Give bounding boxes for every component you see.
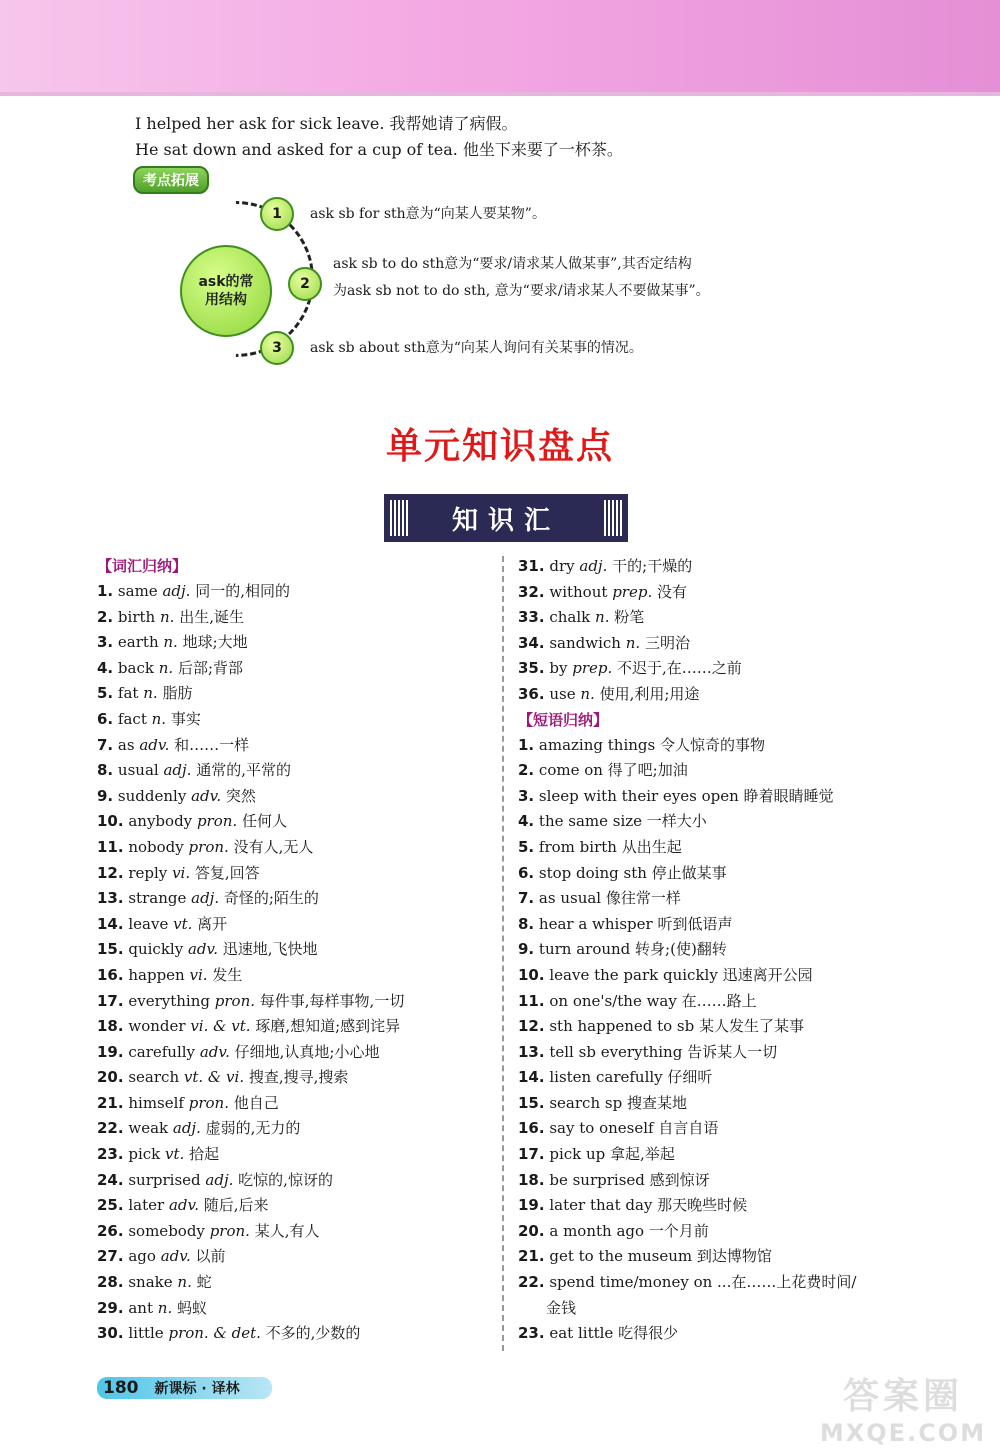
point-text: ask sb to do sth意为“要求/请求某人做某事”,其否定结构 bbox=[333, 256, 692, 272]
phrase-item bbox=[518, 1168, 898, 1194]
vocab-number: 4. bbox=[97, 658, 114, 677]
phrase-text: say to oneself 自言自语 bbox=[549, 1119, 719, 1138]
phrase-text: spend time/money on ...在……上花费时间/ bbox=[549, 1273, 857, 1292]
vocab-pos: n. bbox=[143, 684, 158, 703]
vocab-item bbox=[97, 733, 492, 759]
vocab-word: back bbox=[117, 658, 154, 677]
phrase-text: the same size 一样大小 bbox=[538, 812, 707, 831]
phrase-number: 22. bbox=[518, 1273, 545, 1292]
phrase-text: sleep with their eyes open 睁着眼睛睡觉 bbox=[538, 786, 834, 805]
vocab-pos: n. bbox=[177, 1273, 192, 1292]
vocab-item bbox=[97, 1116, 492, 1142]
vocab-item bbox=[97, 861, 492, 887]
vocab-meaning: 脂肪 bbox=[162, 684, 193, 703]
vocab-number: 17. bbox=[97, 991, 124, 1010]
vocab-meaning: 通常的,平常的 bbox=[196, 761, 291, 780]
vocab-number: 10. bbox=[97, 812, 124, 831]
vocab-pos: n. bbox=[163, 633, 178, 652]
vocab-item bbox=[97, 809, 492, 835]
vocab-number: 28. bbox=[97, 1273, 124, 1292]
vocab-word: later bbox=[128, 1196, 165, 1215]
vocab-item bbox=[97, 1321, 492, 1347]
vocab-word: sandwich bbox=[549, 633, 621, 652]
vocab-meaning: 奇怪的;陌生的 bbox=[223, 889, 319, 908]
phrase-number: 21. bbox=[518, 1247, 545, 1266]
phrase-item bbox=[518, 912, 898, 938]
vocab-pos: vi. bbox=[189, 965, 208, 984]
vocab-meaning: 以前 bbox=[195, 1247, 226, 1266]
vocab-number: 29. bbox=[97, 1298, 124, 1317]
vocab-meaning: 事实 bbox=[170, 709, 201, 728]
vocab-pos: adj. bbox=[579, 557, 608, 575]
vocab-word: reply bbox=[128, 863, 168, 882]
vocab-word: little bbox=[128, 1324, 164, 1343]
vocab-item bbox=[97, 1244, 492, 1270]
vocab-pos: n. bbox=[595, 608, 610, 627]
vocab-pos: vi. & vt. bbox=[190, 1017, 251, 1036]
vocab-item bbox=[97, 1168, 492, 1194]
vocab-number: 19. bbox=[97, 1042, 124, 1061]
unit-title: 单元知识盘点 bbox=[385, 426, 614, 467]
phrase-item bbox=[518, 1270, 898, 1296]
vocab-meaning: 拾起 bbox=[189, 1145, 220, 1164]
vocab-pos: n. bbox=[157, 1298, 173, 1317]
top-decor-band bbox=[0, 0, 1000, 96]
phrase-number: 8. bbox=[518, 914, 535, 933]
vocab-meaning: 离开 bbox=[197, 914, 228, 933]
phrase-text: amazing things 令人惊奇的事物 bbox=[538, 735, 765, 754]
vocab-word: strange bbox=[128, 889, 187, 908]
vocab-pos: adv. bbox=[168, 1196, 199, 1215]
vocab-item bbox=[97, 1040, 492, 1066]
example-sentence: He sat down and asked for a cup of tea. 他坐下来要了一杯茶。 bbox=[135, 140, 623, 159]
vocab-item bbox=[97, 1193, 492, 1219]
phrase-text: tell sb everything 告诉某人一切 bbox=[549, 1042, 778, 1061]
phrase-item bbox=[518, 1040, 898, 1066]
phrase-number: 20. bbox=[518, 1221, 545, 1240]
vocab-column-right bbox=[518, 554, 898, 1347]
vocab-number: 12. bbox=[97, 863, 124, 882]
phrase-number: 14. bbox=[518, 1068, 545, 1087]
vocab-heading: 【词汇归纳】 bbox=[97, 557, 188, 575]
vocab-number: 20. bbox=[97, 1068, 124, 1087]
vocab-item bbox=[97, 886, 492, 912]
phrase-item bbox=[518, 733, 898, 759]
vocab-word: carefully bbox=[128, 1042, 196, 1061]
phrase-text: turn around 转身;(使)翻转 bbox=[538, 940, 727, 959]
point-text: 为ask sb not to do sth, 意为“要求/请求某人不要做某事”。 bbox=[333, 283, 710, 299]
vocab-meaning: 出生,诞生 bbox=[179, 607, 244, 626]
phrase-text: on one's/the way 在……路上 bbox=[549, 991, 757, 1010]
phrase-number: 9. bbox=[518, 940, 535, 959]
vocab-item bbox=[97, 1270, 492, 1296]
vocab-number: 2. bbox=[97, 607, 114, 626]
vocab-word: nobody bbox=[128, 837, 184, 856]
vocab-item bbox=[97, 656, 492, 682]
vocab-meaning: 三明治 bbox=[644, 633, 690, 652]
vocab-number: 7. bbox=[97, 735, 114, 754]
phrase-number: 16. bbox=[518, 1119, 545, 1138]
point-text: ask sb for sth意为“向某人要某物”。 bbox=[310, 206, 546, 222]
phrase-item bbox=[518, 1193, 898, 1219]
point-number-badge: 3 bbox=[260, 331, 294, 365]
phrase-item bbox=[518, 1065, 898, 1091]
phrase-number: 13. bbox=[518, 1042, 545, 1061]
vocab-pos: n. bbox=[151, 709, 167, 728]
vocab-word: search bbox=[128, 1068, 180, 1087]
vocab-number: 25. bbox=[97, 1196, 124, 1215]
phrase-item bbox=[518, 1321, 898, 1347]
vocab-item bbox=[97, 784, 492, 810]
phrase-text: later that day 那天晚些时候 bbox=[549, 1196, 748, 1215]
vocab-pos: adv. bbox=[191, 786, 222, 805]
phrase-number: 2. bbox=[518, 761, 535, 780]
phrase-text: pick up 拿起,举起 bbox=[549, 1145, 675, 1164]
vocab-meaning: 干的;干燥的 bbox=[612, 557, 693, 575]
extension-tag: 考点拓展 bbox=[133, 166, 209, 194]
vocab-item bbox=[97, 835, 492, 861]
vocab-meaning: 不多的,少数的 bbox=[265, 1324, 361, 1343]
phrase-number: 17. bbox=[518, 1145, 545, 1164]
vocab-meaning: 吃惊的,惊讶的 bbox=[238, 1170, 333, 1189]
vocab-number: 31. bbox=[518, 557, 545, 575]
vocab-item bbox=[97, 605, 492, 631]
vocab-item bbox=[518, 631, 898, 657]
vocab-number: 36. bbox=[518, 684, 545, 703]
vocab-number: 6. bbox=[97, 709, 114, 728]
vocab-word: anybody bbox=[128, 812, 193, 831]
phrase-text: listen carefully 仔细听 bbox=[549, 1068, 713, 1087]
vocab-item bbox=[97, 989, 492, 1015]
vocab-number: 33. bbox=[518, 608, 545, 627]
phrase-item bbox=[518, 1116, 898, 1142]
column-divider bbox=[502, 556, 504, 1351]
phrase-text: search sp 搜查某地 bbox=[549, 1093, 687, 1112]
vocab-meaning: 仔细地,认真地;小心地 bbox=[234, 1042, 380, 1061]
phrase-number: 23. bbox=[518, 1324, 545, 1343]
phrase-number: 11. bbox=[518, 991, 545, 1010]
phrase-text: hear a whisper 听到低语声 bbox=[538, 914, 733, 933]
phrase-item bbox=[518, 963, 898, 989]
vocab-pos: adv. bbox=[199, 1042, 230, 1061]
phrase-item bbox=[518, 1091, 898, 1117]
vocab-number: 14. bbox=[97, 914, 124, 933]
vocab-meaning: 没有人,无人 bbox=[233, 837, 314, 856]
vocab-number: 9. bbox=[97, 786, 114, 805]
vocab-pos: pron. & det. bbox=[168, 1324, 261, 1343]
vocab-pos: pron. bbox=[214, 991, 255, 1010]
vocab-item bbox=[97, 912, 492, 938]
vocab-number: 22. bbox=[97, 1119, 124, 1138]
vocab-meaning: 他自己 bbox=[233, 1093, 279, 1112]
vocab-column-left bbox=[97, 554, 492, 1347]
vocab-pos: adj. bbox=[191, 889, 220, 908]
vocab-meaning: 和……一样 bbox=[174, 735, 250, 754]
vocab-pos: pron. bbox=[196, 812, 238, 831]
phrase-item bbox=[518, 1219, 898, 1245]
vocab-pos: adj. bbox=[172, 1119, 201, 1138]
vocab-number: 18. bbox=[97, 1017, 124, 1036]
phrase-item bbox=[518, 1014, 898, 1040]
vocab-pos: pron. bbox=[188, 837, 229, 856]
vocab-pos: pron. bbox=[188, 1093, 229, 1112]
vocab-meaning: 每件事,每样事物,一切 bbox=[259, 991, 405, 1010]
vocab-item bbox=[97, 963, 492, 989]
vocab-word: fact bbox=[117, 709, 147, 728]
phrase-text: leave the park quickly 迅速离开公园 bbox=[549, 965, 813, 984]
page-number: 180 bbox=[103, 1378, 139, 1398]
vocab-meaning: 同一的,相同的 bbox=[195, 582, 290, 600]
vocab-word: without bbox=[549, 582, 608, 601]
phrase-text: 金钱 bbox=[546, 1298, 577, 1317]
phrase-text: stop doing sth 停止做某事 bbox=[538, 863, 727, 882]
phrase-item bbox=[518, 758, 898, 784]
phrase-text: be surprised 感到惊讶 bbox=[549, 1170, 710, 1189]
phrase-number: 15. bbox=[518, 1093, 545, 1112]
vocab-number: 1. bbox=[97, 582, 114, 600]
vocab-word: dry bbox=[549, 557, 575, 575]
vocab-pos: n. bbox=[625, 633, 641, 652]
vocab-pos: vt. bbox=[165, 1145, 185, 1164]
vocab-word: as bbox=[117, 735, 135, 754]
vocab-pos: prep. bbox=[612, 582, 653, 601]
vocab-number: 5. bbox=[97, 684, 114, 703]
vocab-number: 3. bbox=[97, 633, 114, 652]
vocab-item bbox=[97, 579, 492, 605]
vocab-item bbox=[518, 554, 898, 580]
vocab-meaning: 任何人 bbox=[241, 812, 287, 831]
series-name: 新课标 · 译林 bbox=[154, 1381, 240, 1397]
vocab-pos: adv. bbox=[160, 1247, 191, 1266]
vocab-item bbox=[518, 580, 898, 606]
vocab-pos: vt. bbox=[173, 914, 193, 933]
vocab-number: 8. bbox=[97, 761, 114, 780]
vocab-meaning: 虚弱的,无力的 bbox=[205, 1119, 301, 1138]
vocab-word: earth bbox=[117, 633, 159, 652]
vocab-word: ant bbox=[128, 1298, 153, 1317]
phrase-item bbox=[518, 784, 898, 810]
vocab-word: by bbox=[549, 659, 568, 678]
vocab-item bbox=[97, 1091, 492, 1117]
vocab-word: wonder bbox=[128, 1017, 186, 1036]
phrase-item bbox=[518, 861, 898, 887]
phrase-item bbox=[518, 1244, 898, 1270]
phrase-number: 3. bbox=[518, 786, 535, 805]
section-banner-label: 知识汇 bbox=[451, 505, 560, 536]
vocab-number: 16. bbox=[97, 965, 124, 984]
vocab-number: 15. bbox=[97, 940, 124, 959]
phrase-text: sth happened to sb 某人发生了某事 bbox=[549, 1017, 805, 1036]
phrase-number: 10. bbox=[518, 965, 545, 984]
vocab-word: surprised bbox=[128, 1170, 201, 1189]
vocab-word: himself bbox=[128, 1093, 184, 1112]
vocab-number: 21. bbox=[97, 1093, 124, 1112]
vocab-meaning: 地球;大地 bbox=[182, 633, 248, 652]
phrase-number: 12. bbox=[518, 1017, 545, 1036]
phrase-item bbox=[518, 937, 898, 963]
watermark-text-cn: 答案圈 bbox=[842, 1376, 963, 1417]
vocab-number: 34. bbox=[518, 633, 545, 652]
vocab-word: somebody bbox=[128, 1221, 205, 1240]
vocab-word: birth bbox=[117, 607, 156, 626]
watermark-text-en: MXQE.COM bbox=[819, 1419, 987, 1447]
vocab-item bbox=[518, 682, 898, 708]
vocab-meaning: 使用,利用;用途 bbox=[599, 684, 700, 703]
vocab-item bbox=[97, 1296, 492, 1322]
vocab-number: 23. bbox=[97, 1145, 124, 1164]
phrase-text: from birth 从出生起 bbox=[538, 837, 682, 856]
vocab-word: happen bbox=[128, 965, 185, 984]
phrase-number: 6. bbox=[518, 863, 535, 882]
phrase-item bbox=[518, 989, 898, 1015]
vocab-item bbox=[97, 937, 492, 963]
phrase-text: get to the museum 到达博物馆 bbox=[549, 1247, 772, 1266]
vocab-item bbox=[97, 1142, 492, 1168]
section-banner bbox=[384, 494, 628, 542]
vocab-number: 30. bbox=[97, 1324, 124, 1343]
vocab-word: snake bbox=[128, 1273, 173, 1292]
vocab-meaning: 没有 bbox=[657, 582, 688, 601]
phrase-text: a month ago 一个月前 bbox=[549, 1221, 709, 1240]
vocab-item bbox=[97, 681, 492, 707]
phrase-number: 1. bbox=[518, 735, 535, 754]
vocab-pos: n. bbox=[580, 684, 595, 703]
phrase-item bbox=[518, 886, 898, 912]
vocab-number: 11. bbox=[97, 837, 124, 856]
vocab-item bbox=[97, 1219, 492, 1245]
point-number-badge: 1 bbox=[260, 197, 294, 231]
vocab-meaning: 迅速地,飞快地 bbox=[222, 940, 318, 959]
vocab-word: use bbox=[549, 684, 576, 703]
vocab-pos: adv. bbox=[139, 735, 170, 754]
vocab-meaning: 琢磨,想知道;感到诧异 bbox=[255, 1017, 401, 1036]
vocab-number: 35. bbox=[518, 659, 545, 678]
vocab-word: quickly bbox=[128, 940, 184, 959]
vocab-pos: vi. bbox=[172, 863, 191, 882]
vocab-meaning: 蛇 bbox=[196, 1273, 212, 1292]
watermark-logo bbox=[818, 1368, 988, 1446]
vocab-item bbox=[97, 1065, 492, 1091]
vocab-meaning: 蚂蚁 bbox=[177, 1298, 208, 1317]
vocab-pos: adj. bbox=[163, 761, 192, 780]
point-number-badge: 2 bbox=[288, 267, 322, 301]
vocab-pos: n. bbox=[158, 658, 174, 677]
phrase-item bbox=[518, 1296, 898, 1322]
phrase-number: 19. bbox=[518, 1196, 545, 1215]
vocab-number: 27. bbox=[97, 1247, 124, 1266]
diagram-center-label: ask的常用结构 bbox=[198, 274, 254, 308]
vocab-pos: adv. bbox=[187, 940, 218, 959]
diagram-center bbox=[180, 245, 272, 337]
vocab-word: ago bbox=[128, 1247, 156, 1266]
vocab-meaning: 某人,有人 bbox=[254, 1221, 320, 1240]
vocab-number: 32. bbox=[518, 582, 545, 601]
vocab-meaning: 突然 bbox=[225, 786, 256, 805]
phrase-text: come on 得了吧;加油 bbox=[538, 761, 688, 780]
vocab-pos: adj. bbox=[162, 582, 191, 600]
phrase-number: 4. bbox=[518, 812, 535, 831]
phrase-item bbox=[518, 835, 898, 861]
vocab-word: everything bbox=[128, 991, 210, 1010]
vocab-word: chalk bbox=[549, 608, 591, 627]
phrase-number: 5. bbox=[518, 837, 535, 856]
vocab-pos: n. bbox=[159, 607, 175, 626]
phrases-heading: 【短语归纳】 bbox=[518, 710, 609, 729]
ask-structure-diagram bbox=[170, 195, 770, 370]
page-footer bbox=[97, 1377, 272, 1399]
vocab-item bbox=[97, 1014, 492, 1040]
vocab-item bbox=[97, 707, 492, 733]
vocab-meaning: 发生 bbox=[212, 965, 243, 984]
point-text: ask sb about sth意为“向某人询问有关某事的情况。 bbox=[310, 340, 643, 356]
phrase-text: as usual 像往常一样 bbox=[538, 889, 681, 908]
vocab-word: fat bbox=[117, 684, 139, 703]
vocab-word: suddenly bbox=[117, 786, 187, 805]
vocab-meaning: 随后,后来 bbox=[203, 1196, 269, 1215]
vocab-number: 24. bbox=[97, 1170, 124, 1189]
phrase-item bbox=[518, 1142, 898, 1168]
vocab-pos: pron. bbox=[209, 1221, 250, 1240]
phrase-number: 18. bbox=[518, 1170, 545, 1189]
vocab-item bbox=[97, 630, 492, 656]
vocab-number: 26. bbox=[97, 1221, 124, 1240]
vocab-word: same bbox=[117, 582, 158, 600]
vocab-item bbox=[518, 656, 898, 682]
vocab-word: usual bbox=[117, 761, 159, 780]
vocab-pos: prep. bbox=[572, 659, 613, 678]
phrase-number: 7. bbox=[518, 889, 535, 908]
vocab-word: weak bbox=[128, 1119, 169, 1138]
vocab-meaning: 搜查,搜寻,搜索 bbox=[248, 1068, 349, 1087]
vocab-word: leave bbox=[128, 914, 169, 933]
vocab-number: 13. bbox=[97, 889, 124, 908]
vocab-meaning: 后部;背部 bbox=[177, 658, 244, 677]
vocab-item bbox=[518, 605, 898, 631]
vocab-pos: adj. bbox=[205, 1170, 234, 1189]
vocab-meaning: 不迟于,在……之前 bbox=[617, 659, 742, 678]
vocab-meaning: 粉笔 bbox=[614, 608, 645, 627]
vocab-item bbox=[97, 758, 492, 784]
vocab-meaning: 答复,回答 bbox=[194, 863, 260, 882]
phrase-item bbox=[518, 809, 898, 835]
example-sentence: I helped her ask for sick leave. 我帮她请了病假。 bbox=[135, 114, 518, 133]
vocab-pos: vt. & vi. bbox=[183, 1068, 245, 1087]
phrase-text: eat little 吃得很少 bbox=[549, 1324, 679, 1343]
vocab-word: pick bbox=[128, 1145, 161, 1164]
